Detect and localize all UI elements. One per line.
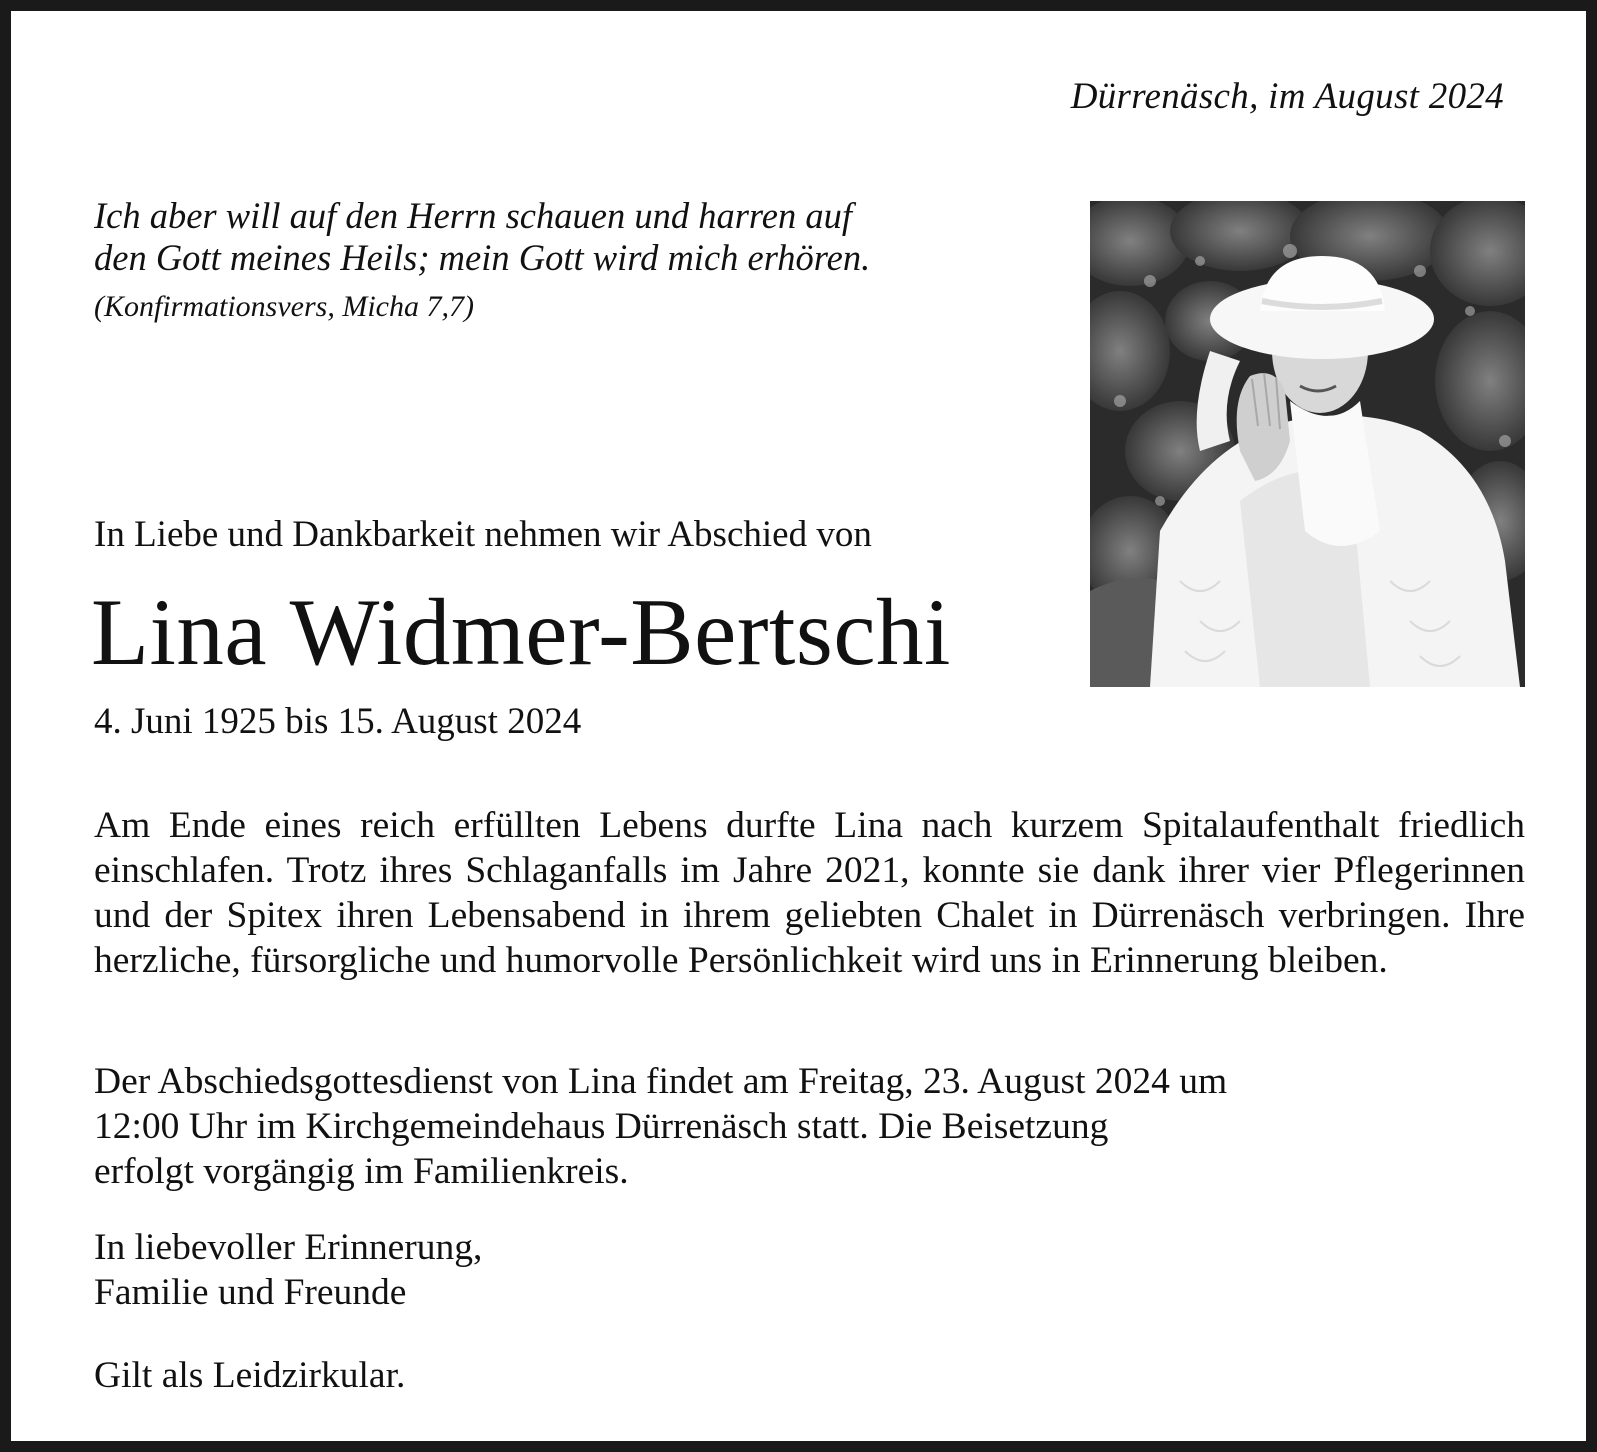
place-date: Dürrenäsch, im August 2024 xyxy=(1070,76,1504,117)
service-line: Der Abschiedsgottesdienst von Lina findet am Freitag, 23. August 2024 um xyxy=(94,1061,1228,1102)
verse-quote xyxy=(94,195,1014,279)
service-line: erfolgt vorgängig im Familienkreis. xyxy=(94,1151,629,1192)
obituary-paragraph: Am Ende eines reich erfüllten Lebens durfte Lina nach kurzem Spitalaufenthalt friedlich einschlafen. Trotz ihres Schlaganfalls im Jahre 2021, konnte sie dank ihrer vier Pflegerinnen und der Spitex ihren Lebensabend in ihrem geliebten Chalet in Dürrenäsch verbringen. Ihre herzliche, fürsorgliche und humorvolle Persönlichkeit wird uns in Erinnerung bleiben. xyxy=(94,805,1525,981)
verse-line: Ich aber will auf den Herrn schauen und harren auf xyxy=(94,195,852,236)
verse-reference: (Konfirmationsvers, Micha 7,7) xyxy=(94,290,474,323)
service-line: 12:00 Uhr im Kirchgemeindehaus Dürrenäsch statt. Die Beisetzung xyxy=(94,1106,1109,1147)
deceased-name: Lina Widmer-Bertschi xyxy=(91,579,951,685)
verse-line: den Gott meines Heils; mein Gott wird mich erhören. xyxy=(94,237,871,278)
portrait-photo xyxy=(1090,201,1525,687)
service-paragraph xyxy=(94,1059,1525,1194)
circular-note: Gilt als Leidzirkular. xyxy=(94,1355,406,1396)
closing-line: In liebevoller Erinnerung, xyxy=(94,1227,483,1268)
portrait-image xyxy=(1090,201,1525,687)
closing-signature xyxy=(94,1225,482,1315)
farewell-intro: In Liebe und Dankbarkeit nehmen wir Abschied von xyxy=(94,514,872,555)
life-dates: 4. Juni 1925 bis 15. August 2024 xyxy=(94,701,582,742)
closing-line: Familie und Freunde xyxy=(94,1272,407,1313)
